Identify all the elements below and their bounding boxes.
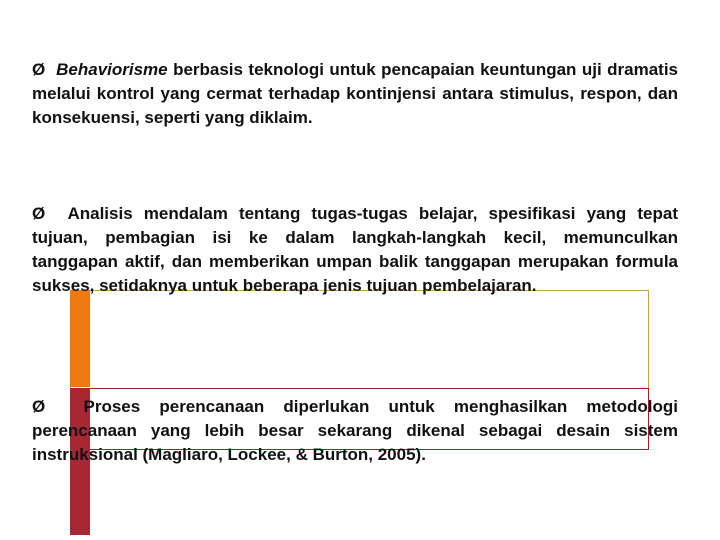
decorative-frame-upper: [70, 290, 649, 389]
bullet-point-3-text: Proses perencanaan diperlukan untuk menghasilkan metodologi perencanaan yang lebih besar sekarang dikenal sebagai desain sistem instruksional (Magliaro, Lockee, & Burton, 2005).: [32, 397, 678, 464]
arrow-bullet-icon: Ø: [32, 60, 46, 79]
bullet-point-1-text: berbasis teknologi untuk pencapaian keuntungan uji dramatis melalui kontrol yang cermat terhadap kontinjensi antara stimulus, respon, dan konsekuensi, seperti yang diklaim.: [32, 60, 679, 127]
bullet-point-2: [32, 202, 678, 298]
arrow-bullet-icon: Ø: [32, 397, 46, 416]
bullet-point-3: [32, 395, 678, 467]
decorative-bar-orange: [70, 290, 90, 387]
bullet-point-2-text: Analisis mendalam tentang tugas-tugas belajar, spesifikasi yang tepat tujuan, pembagian isi ke dalam langkah-langkah kecil, memunculkan tanggapan aktif, dan memberikan umpan balik tanggapan merupakan formula sukses, setidaknya untuk beberapa jenis tujuan pembelajaran.: [32, 204, 678, 295]
arrow-bullet-icon: Ø: [32, 204, 46, 223]
bullet-point-1-lead: Behaviorisme: [56, 60, 168, 79]
bullet-point-1: [32, 58, 678, 130]
